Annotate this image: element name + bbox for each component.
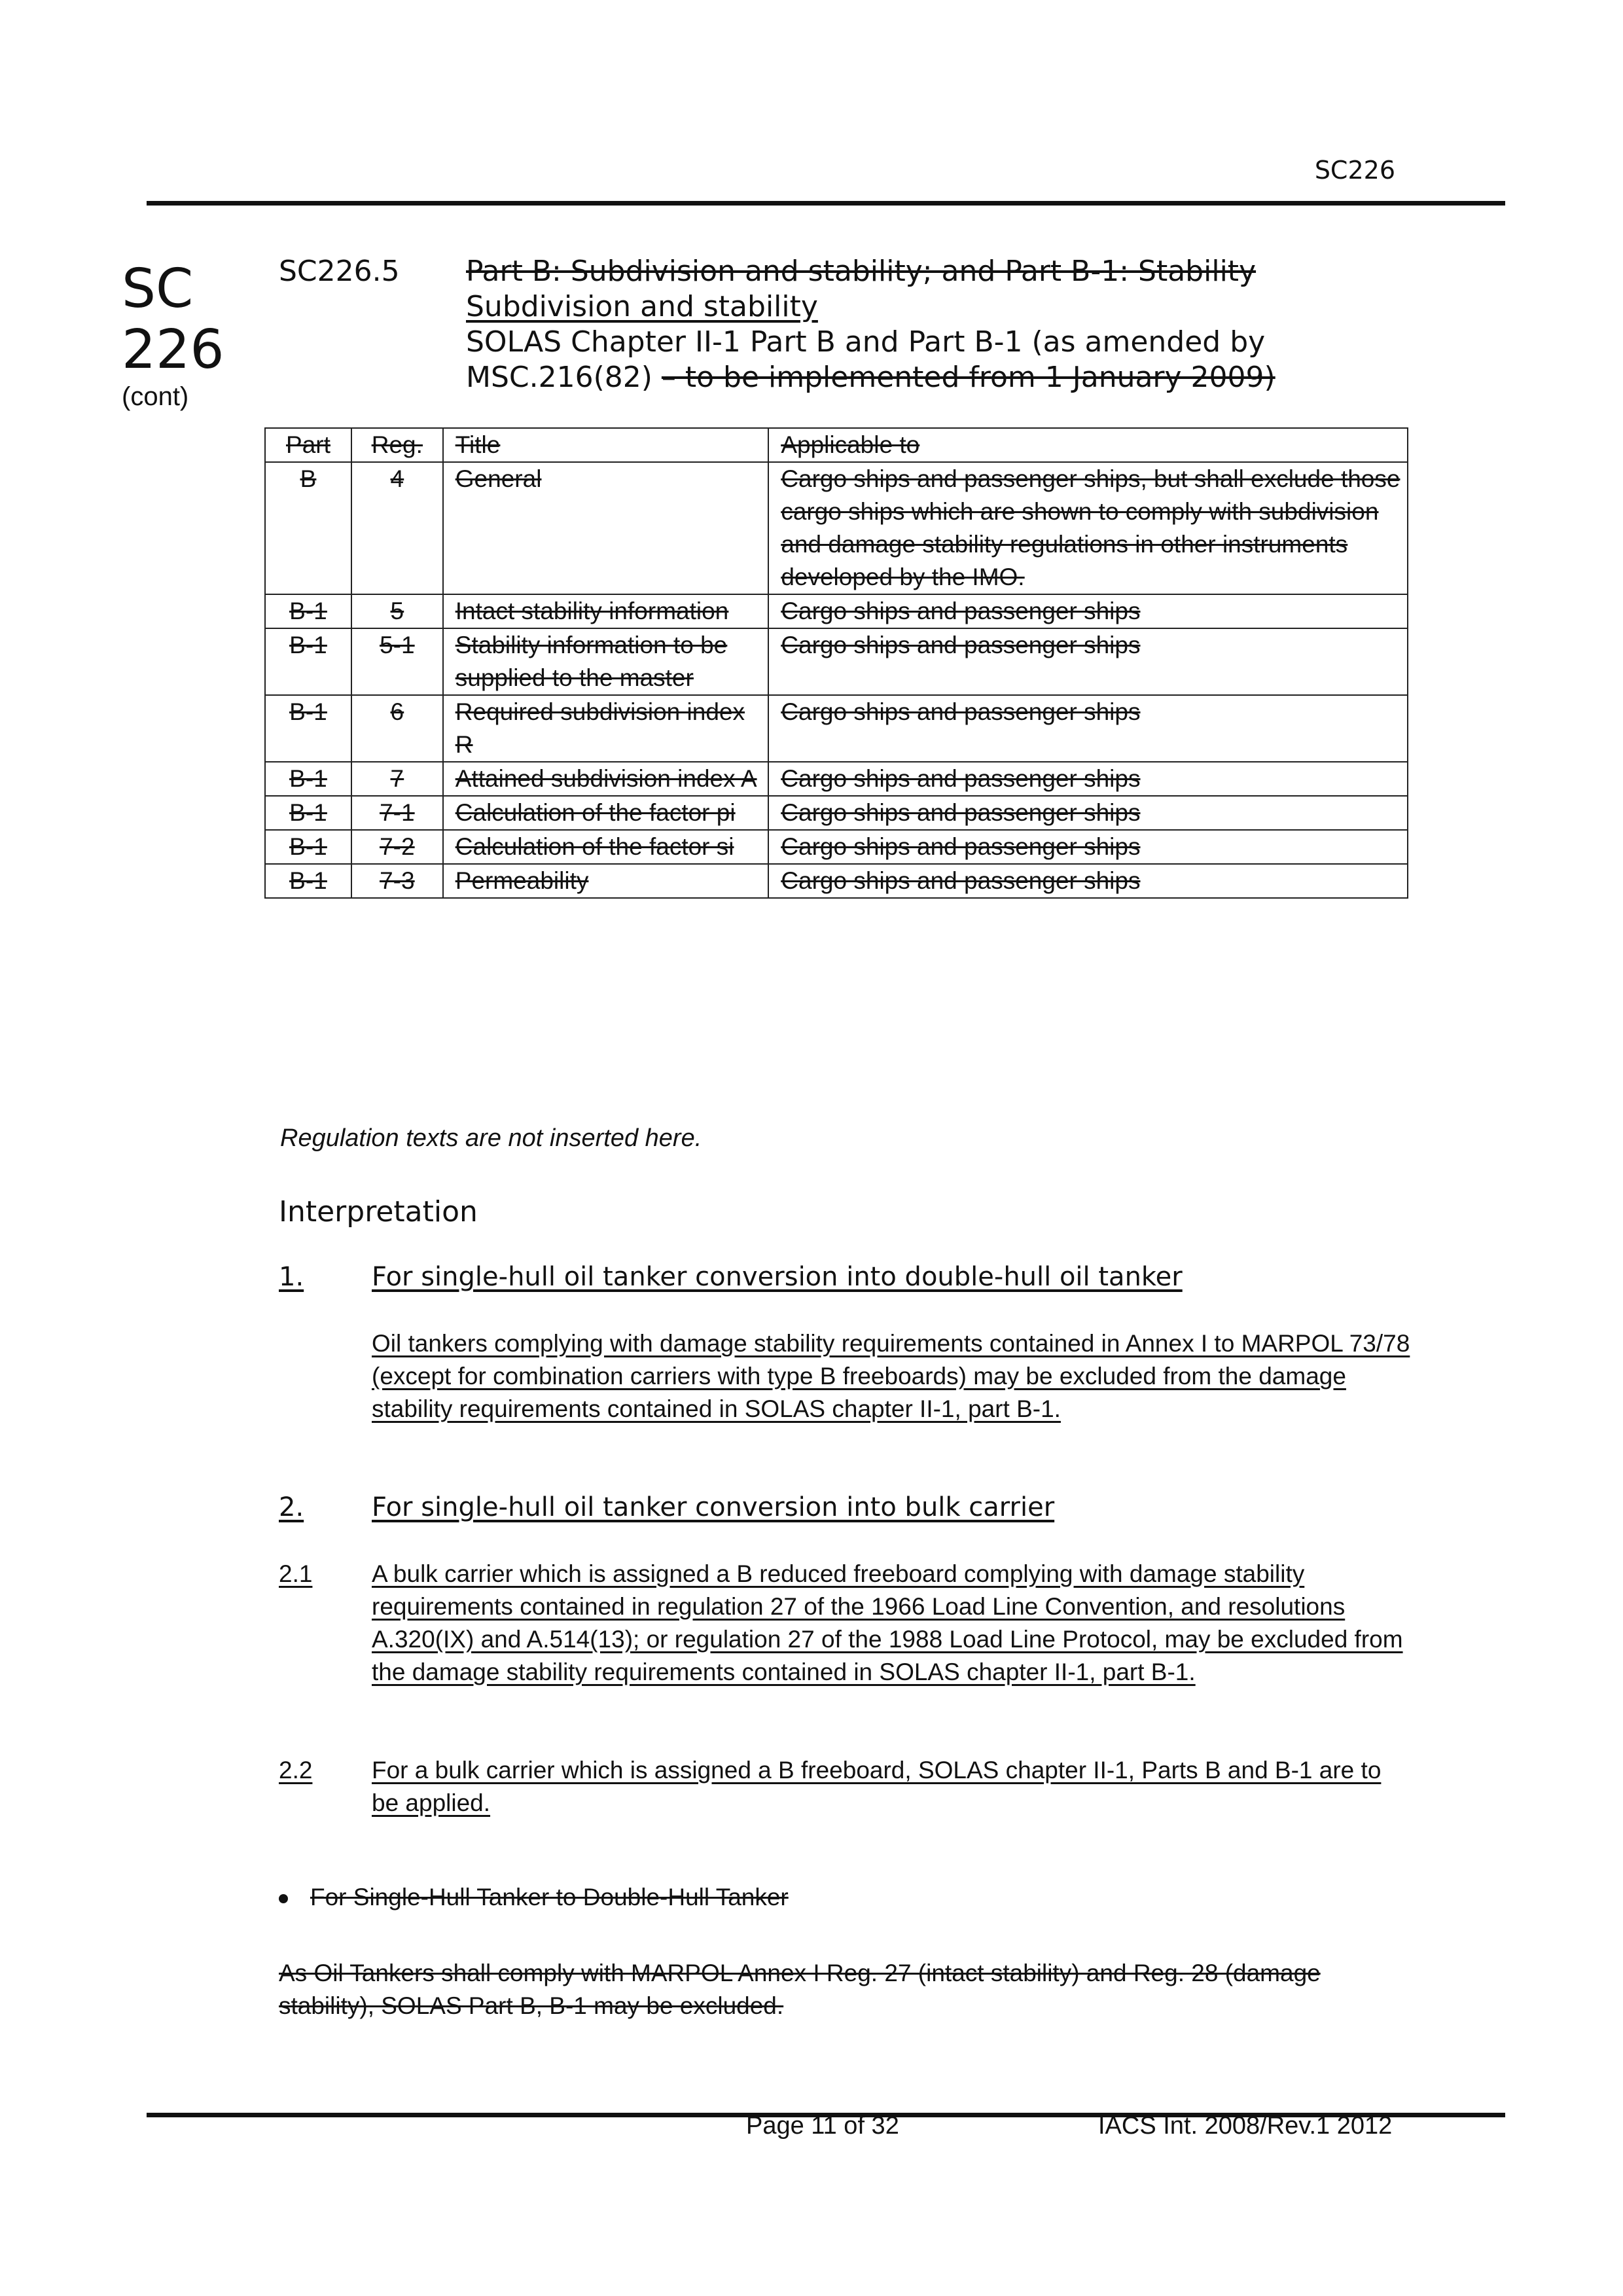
table-row [265, 594, 1408, 628]
item-body: A bulk carrier which is assigned a B reduced freeboard complying with damage stability requirements contained in regulation 27 of the 1966 Load Line Convention, and resolutions A.320(IX) and A.514(13); or regulation 27 of the 1988 Load Line Protocol, may be excluded from the damage stability requirements contained in SOLAS chapter II-1, part B-1. [372, 1560, 1403, 1685]
section-title-struck: Part B: Subdivision and stability; and Part B-1: Stability [466, 255, 1257, 288]
table-row [265, 864, 1408, 898]
table-cell-applicable: Cargo ships and passenger ships [768, 864, 1408, 898]
table-cell-applicable: Cargo ships and passenger ships [768, 695, 1408, 762]
section-title-line3: SOLAS Chapter II-1 Part B and Part B-1 (as amended by [466, 325, 1266, 359]
section-number: SC226.5 [279, 255, 400, 288]
table-cell-title: Permeability [443, 864, 769, 898]
regulation-note: Regulation texts are not inserted here. [280, 1124, 702, 1152]
table-cell-reg: 7-3 [351, 864, 443, 898]
regulation-table [264, 427, 1408, 899]
item-number: 2.1 [279, 1560, 313, 1587]
table-cell-part: B-1 [265, 864, 351, 898]
table-row [265, 462, 1408, 594]
header-code: SC226 [1314, 156, 1395, 185]
item-number: 2. [279, 1492, 304, 1522]
section-title-line4-struck: – to be implemented from 1 January 2009) [661, 361, 1275, 394]
section-title [466, 254, 1487, 395]
table-row [265, 796, 1408, 830]
table-cell-reg: 6 [351, 695, 443, 762]
item-title: For single-hull oil tanker conversion into double-hull oil tanker [372, 1262, 1183, 1292]
table-cell-part: B-1 [265, 830, 351, 864]
table-cell-title: Intact stability information [443, 594, 769, 628]
table-cell-part: B-1 [265, 628, 351, 695]
table-cell-part: B [265, 462, 351, 594]
table-cell-applicable: Cargo ships and passenger ships, but shall exclude those cargo ships which are shown to comply with subdivision and damage stability regulations in other instruments developed by the IMO. [768, 462, 1408, 594]
margin-tag-number: 226 [122, 319, 224, 381]
table-header-title: Title [443, 428, 769, 462]
section-title-line4 [466, 360, 1487, 395]
item-number: 2.2 [279, 1757, 313, 1784]
item-1 [279, 1261, 1418, 1293]
footer-reference: IACS Int. 2008/Rev.1 2012 [1098, 2112, 1393, 2140]
table-cell-reg: 4 [351, 462, 443, 594]
margin-tag-cont: (cont) [122, 382, 189, 411]
table-cell-title: Calculation of the factor pi [443, 796, 769, 830]
section-title-line4-plain: MSC.216(82) [466, 361, 662, 394]
section-title-underlined: Subdivision and stability [466, 290, 818, 323]
table-cell-title: Required subdivision index R [443, 695, 769, 762]
table-cell-applicable: Cargo ships and passenger ships [768, 796, 1408, 830]
table-cell-title: General [443, 462, 769, 594]
table-cell-part: B-1 [265, 695, 351, 762]
margin-tag-sc: SC [122, 258, 194, 320]
table-cell-reg: 7-2 [351, 830, 443, 864]
table-cell-applicable: Cargo ships and passenger ships [768, 830, 1408, 864]
table-header-applicable: Applicable to [768, 428, 1408, 462]
table-cell-applicable: Cargo ships and passenger ships [768, 628, 1408, 695]
footer-page-number: Page 11 of 32 [746, 2112, 899, 2140]
item-body: For a bulk carrier which is assigned a B freeboard, SOLAS chapter II-1, Parts B and B-1 are to be applied. [372, 1757, 1382, 1816]
table-row [265, 830, 1408, 864]
table-cell-reg: 5-1 [351, 628, 443, 695]
table-row [265, 628, 1408, 695]
item-1-body: Oil tankers complying with damage stability requirements contained in Annex I to MARPOL 73/78 (except for combination carriers with type B freeboards) may be excluded from the damage stability requirements contained in SOLAS chapter II-1, part B-1. [372, 1330, 1410, 1422]
table-cell-part: B-1 [265, 762, 351, 796]
table-cell-reg: 7 [351, 762, 443, 796]
table-cell-title: Stability information to be supplied to the master [443, 628, 769, 695]
table-cell-title: Attained subdivision index A [443, 762, 769, 796]
old-bullet [279, 1884, 789, 1911]
table-header-reg: Reg. [351, 428, 443, 462]
header-rule [147, 201, 1505, 206]
table-row [265, 695, 1408, 762]
table-cell-reg: 7-1 [351, 796, 443, 830]
old-bullet-text: For Single-Hull Tanker to Double-Hull Tanker [310, 1884, 789, 1910]
table-cell-part: B-1 [265, 594, 351, 628]
table-cell-part: B-1 [265, 796, 351, 830]
item-number: 1. [279, 1262, 304, 1292]
item-title: For single-hull oil tanker conversion into bulk carrier [372, 1492, 1055, 1522]
table-cell-applicable: Cargo ships and passenger ships [768, 594, 1408, 628]
old-paragraph: As Oil Tankers shall comply with MARPOL Annex I Reg. 27 (intact stability) and Reg. 28 (damage stability), SOLAS Part B, B-1 may be excluded. [279, 1960, 1321, 2019]
table-cell-title: Calculation of the factor si [443, 830, 769, 864]
table-cell-reg: 5 [351, 594, 443, 628]
table-header-row [265, 428, 1408, 462]
table-header-part: Part [265, 428, 351, 462]
table-cell-applicable: Cargo ships and passenger ships [768, 762, 1408, 796]
bullet-icon [279, 1894, 288, 1903]
interpretation-heading: Interpretation [279, 1195, 478, 1229]
item-2 [279, 1491, 1418, 1524]
margin-tag [122, 259, 224, 413]
table-row [265, 762, 1408, 796]
